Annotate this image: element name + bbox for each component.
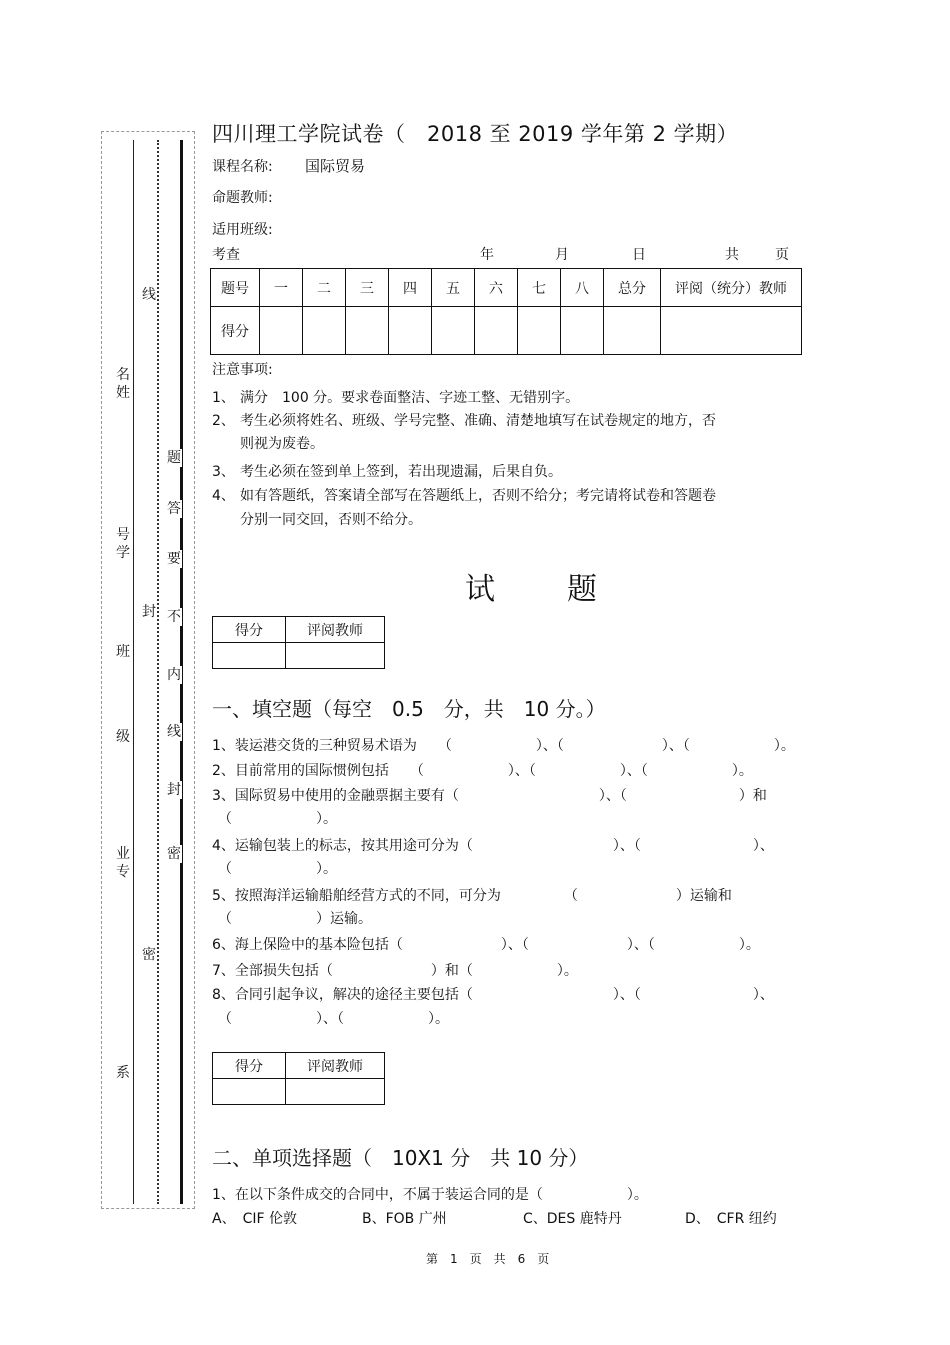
strip-label: 号 bbox=[116, 527, 130, 543]
score-cell bbox=[346, 307, 389, 355]
fill-question-cont: （ ）运输。 bbox=[218, 911, 372, 927]
choice-option-b: B、FOB 广州 bbox=[362, 1211, 447, 1227]
notice-text-cont: 则视为废卷。 bbox=[240, 436, 324, 452]
exam-title-b: 题 bbox=[567, 572, 597, 607]
fill-question: 5、按照海洋运输船舶经营方式的不同，可分为 （ ）运输和 bbox=[212, 888, 732, 904]
grader-box bbox=[212, 616, 385, 669]
strip-label: 系 bbox=[116, 1065, 130, 1081]
fill-question: 4、运输包装上的标志，按其用途可分为（ ）、（ ）、 bbox=[212, 838, 774, 854]
strip-label: 学 bbox=[116, 545, 130, 561]
strip-label: 密 bbox=[167, 846, 181, 862]
fill-question-cont: （ ）。 bbox=[218, 861, 337, 877]
score-header-cell: 二 bbox=[303, 269, 346, 307]
notice-item bbox=[212, 387, 579, 407]
score-cell bbox=[389, 307, 432, 355]
fill-question: 2、目前常用的国际惯例包括 （ ）、（ ）、（ ）。 bbox=[212, 763, 753, 779]
score-cell bbox=[561, 307, 604, 355]
teacher-label: 命题教师: bbox=[212, 190, 273, 206]
strip-label: 线 bbox=[167, 724, 181, 740]
strip-label: 专 bbox=[116, 864, 130, 880]
section1-title: 一、填空题（每空 0.5 分，共 10 分。） bbox=[212, 697, 606, 721]
score-cell bbox=[518, 307, 561, 355]
fill-question-cont: （ ）、（ ）。 bbox=[218, 1011, 449, 1027]
notice-text-cont: 分别一同交回，否则不给分。 bbox=[240, 512, 422, 528]
grader-score-label: 得分 bbox=[213, 617, 286, 643]
strip-label: 答 bbox=[167, 501, 181, 517]
exam-title-a: 试 bbox=[465, 572, 497, 607]
choice-question: 1、在以下条件成交的合同中，不属于装运合同的是（ ）。 bbox=[212, 1187, 648, 1203]
strip-label: 密 bbox=[142, 947, 156, 963]
notice-number: 1、 bbox=[212, 390, 235, 406]
course-value: 国际贸易 bbox=[305, 157, 366, 175]
strip-label: 不 bbox=[167, 609, 181, 625]
binding-line-outer bbox=[133, 140, 134, 1204]
score-cell bbox=[260, 307, 303, 355]
notice-number: 3、 bbox=[212, 464, 235, 480]
score-header-cell: 题号 bbox=[211, 269, 260, 307]
choice-option-a: A、 CIF 伦敦 bbox=[212, 1211, 297, 1227]
choice-option-c: C、DES 鹿特丹 bbox=[523, 1211, 622, 1227]
notice-text: 考生必须将姓名、班级、学号完整、准确、清楚地填写在试卷规定的地方，否 bbox=[240, 413, 716, 429]
score-row-label: 得分 bbox=[211, 307, 260, 355]
section2-title: 二、单项选择题（ 10X1 分 共 10 分） bbox=[212, 1146, 589, 1170]
score-header-cell: 一 bbox=[260, 269, 303, 307]
exam-type-label: 考查 bbox=[212, 247, 240, 263]
binding-line-dotted bbox=[157, 140, 159, 1204]
class-label: 适用班级: bbox=[212, 222, 273, 238]
grader-score-cell bbox=[213, 1079, 286, 1105]
notice-text: 如有答题纸，答案请全部写在答题纸上，否则不给分；考完请将试卷和答题卷 bbox=[240, 488, 716, 504]
day-label: 日 bbox=[632, 247, 646, 263]
score-header-cell: 总分 bbox=[604, 269, 661, 307]
page-title: 四川理工学院试卷（ 2018 至 2019 学年第 2 学期） bbox=[212, 122, 739, 146]
strip-label: 封 bbox=[167, 782, 181, 798]
fill-question: 7、全部损失包括（ ）和（ ）。 bbox=[212, 963, 578, 979]
grader-teacher-cell bbox=[286, 1079, 385, 1105]
total-label: 共 bbox=[725, 247, 739, 263]
fill-question: 1、装运港交货的三种贸易术语为 （ ）、（ ）、（ ）。 bbox=[212, 738, 795, 754]
notice-text: 满分 100 分。要求卷面整洁、字迹工整、无错别字。 bbox=[240, 390, 580, 406]
notice-number: 4、 bbox=[212, 488, 235, 504]
strip-label: 题 bbox=[167, 450, 181, 466]
month-label: 月 bbox=[555, 247, 569, 263]
score-cell bbox=[475, 307, 518, 355]
score-header-cell: 四 bbox=[389, 269, 432, 307]
score-cell bbox=[432, 307, 475, 355]
notice-text: 考生必须在签到单上签到，若出现遗漏，后果自负。 bbox=[240, 464, 562, 480]
notice-title: 注意事项: bbox=[212, 362, 273, 378]
strip-label: 要 bbox=[167, 551, 181, 567]
fill-question: 3、国际贸易中使用的金融票据主要有（ ）、（ ）和 bbox=[212, 788, 767, 804]
score-cell bbox=[661, 307, 802, 355]
choice-option-d: D、 CFR 纽约 bbox=[685, 1211, 777, 1227]
year-label: 年 bbox=[480, 247, 494, 263]
strip-label: 内 bbox=[167, 667, 181, 683]
strip-label: 班 bbox=[116, 644, 130, 660]
grader-teacher-label: 评阅教师 bbox=[286, 617, 385, 643]
score-header-cell: 八 bbox=[561, 269, 604, 307]
strip-label: 姓 bbox=[116, 385, 130, 401]
grader-teacher-label: 评阅教师 bbox=[286, 1053, 385, 1079]
score-header-cell: 五 bbox=[432, 269, 475, 307]
notice-item bbox=[212, 485, 716, 505]
grader-score-cell bbox=[213, 643, 286, 669]
fill-question: 6、海上保险中的基本险包括（ ）、（ ）、（ ）。 bbox=[212, 937, 760, 953]
strip-label: 级 bbox=[116, 729, 130, 745]
score-header-cell: 七 bbox=[518, 269, 561, 307]
score-cell bbox=[604, 307, 661, 355]
score-header-cell: 六 bbox=[475, 269, 518, 307]
fill-question: 8、合同引起争议，解决的途径主要包括（ ）、（ ）、 bbox=[212, 987, 774, 1003]
strip-label: 封 bbox=[142, 604, 156, 620]
fill-question-cont: （ ）。 bbox=[218, 811, 337, 827]
notice-number: 2、 bbox=[212, 413, 235, 429]
grader-score-label: 得分 bbox=[213, 1053, 286, 1079]
strip-label: 名 bbox=[116, 367, 130, 383]
notice-item bbox=[212, 410, 716, 430]
grader-teacher-cell bbox=[286, 643, 385, 669]
strip-label: 线 bbox=[142, 287, 156, 303]
score-header-cell: 评阅（统分）教师 bbox=[661, 269, 802, 307]
notice-item bbox=[212, 461, 562, 481]
score-header-cell: 三 bbox=[346, 269, 389, 307]
page-label: 页 bbox=[775, 247, 789, 263]
strip-label: 业 bbox=[116, 846, 130, 862]
score-cell bbox=[303, 307, 346, 355]
course-label: 课程名称: bbox=[212, 159, 273, 175]
page-footer: 第 1 页 共 6 页 bbox=[426, 1252, 550, 1266]
grader-box bbox=[212, 1052, 385, 1105]
score-table bbox=[210, 268, 802, 355]
